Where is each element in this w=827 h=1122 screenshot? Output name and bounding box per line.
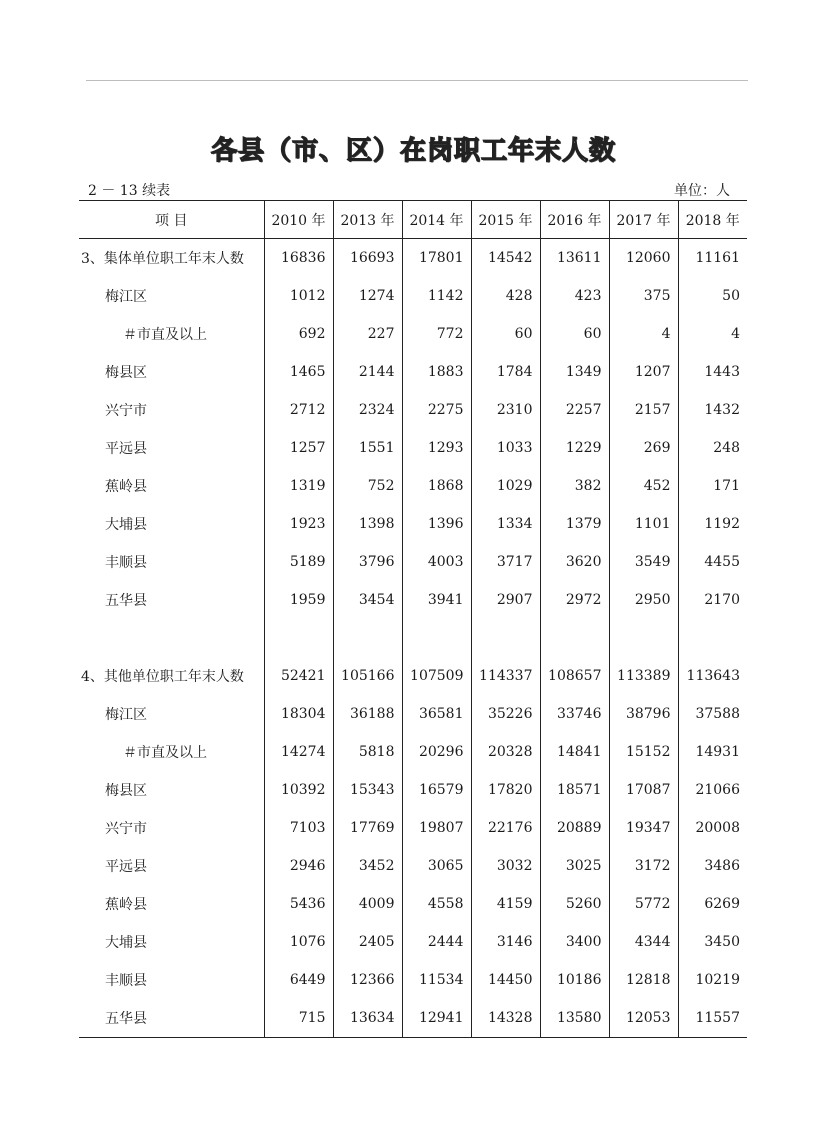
- table-cell: 4009: [333, 885, 402, 923]
- table-cell: 108657: [540, 657, 609, 695]
- page-title: 各县（市、区）在岗职工年末人数: [210, 136, 616, 166]
- table-cell: [264, 619, 333, 657]
- table-cell: 10392: [264, 771, 333, 809]
- table-cell: 1229: [540, 429, 609, 467]
- table-cell: 113643: [678, 657, 747, 695]
- table-cell: 19807: [402, 809, 471, 847]
- table-cell: 36581: [402, 695, 471, 733]
- table-cell: 375: [609, 277, 678, 315]
- table-row: [79, 695, 747, 733]
- row-label: 大埔县: [105, 935, 147, 951]
- table-row: [79, 543, 747, 581]
- table-cell: 3620: [540, 543, 609, 581]
- table-cell: 1465: [264, 353, 333, 391]
- table-cell: 1076: [264, 923, 333, 961]
- table-cell: 3717: [471, 543, 540, 581]
- table-cell: 4558: [402, 885, 471, 923]
- table-cell: 13611: [540, 239, 609, 278]
- table-cell: 50: [678, 277, 747, 315]
- table-cell: 5189: [264, 543, 333, 581]
- table-cell: 2170: [678, 581, 747, 619]
- table-cell: 14542: [471, 239, 540, 278]
- table-cell: 1101: [609, 505, 678, 543]
- table-cell: 1334: [471, 505, 540, 543]
- table-cell: [402, 619, 471, 657]
- table-cell: 715: [264, 999, 333, 1038]
- table-cell: 1784: [471, 353, 540, 391]
- table-cell: 3941: [402, 581, 471, 619]
- table-cell: 20008: [678, 809, 747, 847]
- header-year: 2010 年: [264, 201, 333, 239]
- table-cell: 3486: [678, 847, 747, 885]
- table-cell: 52421: [264, 657, 333, 695]
- table-cell: 4: [678, 315, 747, 353]
- table-cell: 2907: [471, 581, 540, 619]
- header-row: [79, 201, 747, 239]
- table-cell: 3796: [333, 543, 402, 581]
- table-row: [79, 429, 747, 467]
- table-cell: 113389: [609, 657, 678, 695]
- header-year: 2014 年: [402, 201, 471, 239]
- spacer-row: [79, 619, 747, 657]
- table-cell: 1319: [264, 467, 333, 505]
- table-cell: 1033: [471, 429, 540, 467]
- table-cell: 2712: [264, 391, 333, 429]
- row-label: 丰顺县: [105, 973, 147, 989]
- table-cell: 107509: [402, 657, 471, 695]
- table-cell: 1257: [264, 429, 333, 467]
- table-cell: 4159: [471, 885, 540, 923]
- table-cell: 1293: [402, 429, 471, 467]
- table-cell: 4455: [678, 543, 747, 581]
- table-cell: 2950: [609, 581, 678, 619]
- table-cell: 12366: [333, 961, 402, 999]
- table-cell: 60: [471, 315, 540, 353]
- table-cell: [609, 619, 678, 657]
- table-cell: [540, 619, 609, 657]
- table-cell: 114337: [471, 657, 540, 695]
- table-cell: 33746: [540, 695, 609, 733]
- table-row: [79, 771, 747, 809]
- table-cell: 1443: [678, 353, 747, 391]
- table-cell: 20328: [471, 733, 540, 771]
- header-item: 项 目: [79, 201, 264, 239]
- table-cell: 18571: [540, 771, 609, 809]
- table-cell: 5436: [264, 885, 333, 923]
- table-row: [79, 239, 747, 278]
- table-cell: 1923: [264, 505, 333, 543]
- table-cell: 60: [540, 315, 609, 353]
- table-cell: 14450: [471, 961, 540, 999]
- table-row: [79, 277, 747, 315]
- table-row: [79, 809, 747, 847]
- table-cell: 16579: [402, 771, 471, 809]
- header-year: 2018 年: [678, 201, 747, 239]
- table-row: [79, 733, 747, 771]
- table-cell: 1883: [402, 353, 471, 391]
- table-cell: 3452: [333, 847, 402, 885]
- table-cell: 12053: [609, 999, 678, 1038]
- table-cell: 14274: [264, 733, 333, 771]
- row-label: 梅县区: [105, 365, 147, 381]
- table-cell: 2257: [540, 391, 609, 429]
- table-cell: 1379: [540, 505, 609, 543]
- unit-label: 单位：人: [674, 183, 730, 199]
- table-cell: 3450: [678, 923, 747, 961]
- table-row: [79, 353, 747, 391]
- row-label: 蕉岭县: [105, 479, 147, 495]
- table-cell: 17820: [471, 771, 540, 809]
- table-cell: 171: [678, 467, 747, 505]
- table-row: [79, 581, 747, 619]
- table-cell: 2444: [402, 923, 471, 961]
- table-cell: 1192: [678, 505, 747, 543]
- table-cell: [333, 619, 402, 657]
- table-cell: 20296: [402, 733, 471, 771]
- table-cell: 14841: [540, 733, 609, 771]
- table-cell: 4: [609, 315, 678, 353]
- table-cell: 16693: [333, 239, 402, 278]
- table-cell: 3172: [609, 847, 678, 885]
- table-cell: 2144: [333, 353, 402, 391]
- table-cell: 20889: [540, 809, 609, 847]
- table-cell: 1868: [402, 467, 471, 505]
- table-cell: 1398: [333, 505, 402, 543]
- header-year: 2016 年: [540, 201, 609, 239]
- table-cell: 21066: [678, 771, 747, 809]
- data-table: [79, 200, 747, 1038]
- table-cell: 752: [333, 467, 402, 505]
- row-label: 梅江区: [105, 707, 147, 723]
- table-cell: 1396: [402, 505, 471, 543]
- table-cell: 19347: [609, 809, 678, 847]
- table-cell: 5818: [333, 733, 402, 771]
- table-cell: 428: [471, 277, 540, 315]
- table-cell: 3032: [471, 847, 540, 885]
- table-cell: 382: [540, 467, 609, 505]
- table-cell: 3146: [471, 923, 540, 961]
- table-cell: 1207: [609, 353, 678, 391]
- row-label: 蕉岭县: [105, 897, 147, 913]
- table-row: [79, 315, 747, 353]
- table-cell: 1029: [471, 467, 540, 505]
- row-label: 平远县: [105, 859, 147, 875]
- row-label: [79, 619, 264, 657]
- table-cell: 2324: [333, 391, 402, 429]
- table-cell: 37588: [678, 695, 747, 733]
- table-row: [79, 657, 747, 695]
- table-cell: 105166: [333, 657, 402, 695]
- table-cell: 5260: [540, 885, 609, 923]
- table-cell: 11534: [402, 961, 471, 999]
- header-year: 2013 年: [333, 201, 402, 239]
- table-cell: 15152: [609, 733, 678, 771]
- row-label: 大埔县: [105, 517, 147, 533]
- table-cell: 6449: [264, 961, 333, 999]
- table-cell: 16836: [264, 239, 333, 278]
- table-cell: 1142: [402, 277, 471, 315]
- table-cell: 248: [678, 429, 747, 467]
- top-rule: [86, 80, 748, 81]
- table-cell: 3065: [402, 847, 471, 885]
- table-cell: 4344: [609, 923, 678, 961]
- table-cell: 2310: [471, 391, 540, 429]
- table-cell: 423: [540, 277, 609, 315]
- table-cell: 2972: [540, 581, 609, 619]
- table-cell: 1012: [264, 277, 333, 315]
- table-row: [79, 391, 747, 429]
- table-cell: [471, 619, 540, 657]
- table-cell: 17801: [402, 239, 471, 278]
- row-label: 平远县: [105, 441, 147, 457]
- table-cell: 6269: [678, 885, 747, 923]
- table-cell: 10186: [540, 961, 609, 999]
- table-row: [79, 961, 747, 999]
- table-cell: 1551: [333, 429, 402, 467]
- row-label: 五华县: [105, 593, 147, 609]
- header-year: 2017 年: [609, 201, 678, 239]
- table-cell: 5772: [609, 885, 678, 923]
- table-cell: 3454: [333, 581, 402, 619]
- table-row: [79, 923, 747, 961]
- table-cell: 38796: [609, 695, 678, 733]
- table-cell: 12060: [609, 239, 678, 278]
- row-label: ＃市直及以上: [123, 745, 207, 761]
- table-cell: 17087: [609, 771, 678, 809]
- table-cell: 2405: [333, 923, 402, 961]
- table-cell: 772: [402, 315, 471, 353]
- table-cell: 15343: [333, 771, 402, 809]
- table-cell: 1959: [264, 581, 333, 619]
- table-cell: [678, 619, 747, 657]
- table-cell: 7103: [264, 809, 333, 847]
- table-row: [79, 505, 747, 543]
- row-label: 丰顺县: [105, 555, 147, 571]
- table-cell: 4003: [402, 543, 471, 581]
- table-number: 2 － 13 续表: [88, 183, 171, 199]
- table-cell: 3400: [540, 923, 609, 961]
- table-cell: 18304: [264, 695, 333, 733]
- table-cell: 3549: [609, 543, 678, 581]
- table-cell: 10219: [678, 961, 747, 999]
- table-cell: 227: [333, 315, 402, 353]
- table-cell: 1432: [678, 391, 747, 429]
- row-label: 梅县区: [105, 783, 147, 799]
- table-cell: 269: [609, 429, 678, 467]
- row-label: 3、集体单位职工年末人数: [81, 251, 244, 267]
- table-cell: 2157: [609, 391, 678, 429]
- table-cell: 2946: [264, 847, 333, 885]
- table-cell: 452: [609, 467, 678, 505]
- row-label: 兴宁市: [105, 821, 147, 837]
- table-cell: 1274: [333, 277, 402, 315]
- row-label: 兴宁市: [105, 403, 147, 419]
- row-label: 梅江区: [105, 289, 147, 305]
- header-year: 2015 年: [471, 201, 540, 239]
- table-cell: 11557: [678, 999, 747, 1038]
- table-cell: 2275: [402, 391, 471, 429]
- table-cell: 11161: [678, 239, 747, 278]
- row-label: ＃市直及以上: [123, 327, 207, 343]
- table-cell: 13580: [540, 999, 609, 1038]
- table-cell: 12941: [402, 999, 471, 1038]
- table-cell: 13634: [333, 999, 402, 1038]
- row-label: 4、其他单位职工年末人数: [81, 669, 244, 685]
- table-row: [79, 847, 747, 885]
- table-cell: 12818: [609, 961, 678, 999]
- table-cell: 35226: [471, 695, 540, 733]
- row-label: 五华县: [79, 999, 264, 1038]
- table-cell: 22176: [471, 809, 540, 847]
- table-row: [79, 999, 747, 1038]
- table-cell: 36188: [333, 695, 402, 733]
- table-cell: 692: [264, 315, 333, 353]
- table-cell: 14328: [471, 999, 540, 1038]
- table-cell: 3025: [540, 847, 609, 885]
- table-row: [79, 885, 747, 923]
- table-cell: 17769: [333, 809, 402, 847]
- table-row: [79, 467, 747, 505]
- table-cell: 14931: [678, 733, 747, 771]
- table-cell: 1349: [540, 353, 609, 391]
